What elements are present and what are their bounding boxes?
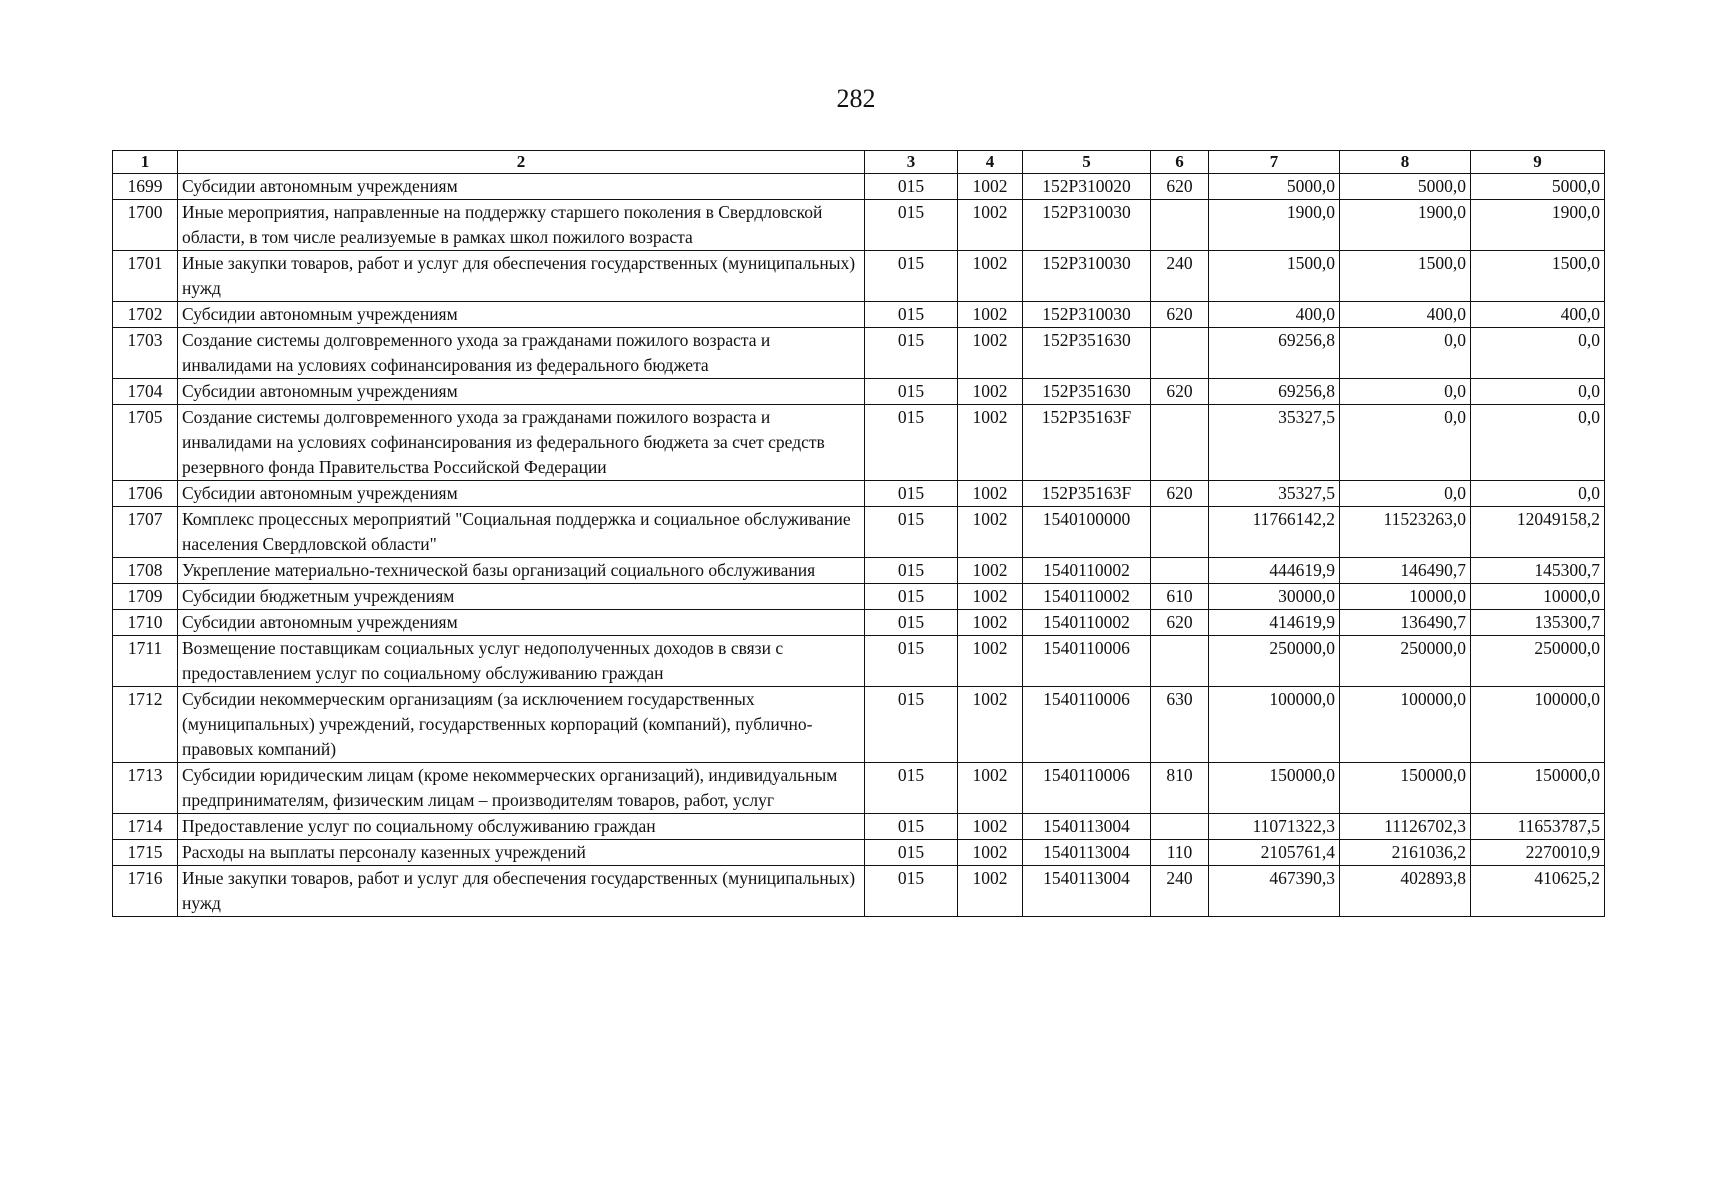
row-number: 1707: [113, 507, 178, 558]
amount-col-7: 400,0: [1209, 302, 1340, 328]
expense-name: Субсидии автономным учреждениям: [178, 610, 865, 636]
row-number: 1711: [113, 636, 178, 687]
section-code: 1002: [958, 866, 1023, 917]
expense-name: Возмещение поставщикам социальных услуг недополученных доходов в связи с предоставлением услуг по социальному обслуживанию граждан: [178, 636, 865, 687]
amount-col-8: 11126702,3: [1340, 814, 1471, 840]
expense-type-code: 240: [1151, 866, 1209, 917]
ministry-code: 015: [865, 558, 958, 584]
budget-table: [112, 150, 1605, 917]
expense-type-code: [1151, 507, 1209, 558]
amount-col-7: 250000,0: [1209, 636, 1340, 687]
table-row: [113, 840, 1605, 866]
expense-name: Создание системы долговременного ухода за гражданами пожилого возраста и инвалидами на условиях софинансирования из федерального бюджета: [178, 328, 865, 379]
section-code: 1002: [958, 251, 1023, 302]
amount-col-7: 69256,8: [1209, 379, 1340, 405]
target-article-code: 152P310020: [1023, 174, 1151, 200]
expense-type-code: 810: [1151, 763, 1209, 814]
amount-col-7: 467390,3: [1209, 866, 1340, 917]
table-row: [113, 481, 1605, 507]
amount-col-8: 2161036,2: [1340, 840, 1471, 866]
expense-type-code: 240: [1151, 251, 1209, 302]
expense-name: Субсидии некоммерческим организациям (за исключением государственных (муниципальных) учреждений, государственных корпораций (компаний), публично-правовых компаний): [178, 687, 865, 763]
amount-col-9: 2270010,9: [1471, 840, 1605, 866]
row-number: 1709: [113, 584, 178, 610]
ministry-code: 015: [865, 584, 958, 610]
expense-name: Расходы на выплаты персоналу казенных учреждений: [178, 840, 865, 866]
table-row: [113, 379, 1605, 405]
header-col-4: 4: [958, 151, 1023, 174]
amount-col-7: 444619,9: [1209, 558, 1340, 584]
section-code: 1002: [958, 610, 1023, 636]
ministry-code: 015: [865, 814, 958, 840]
expense-type-code: [1151, 814, 1209, 840]
table-row: [113, 763, 1605, 814]
target-article-code: 152P310030: [1023, 251, 1151, 302]
expense-type-code: [1151, 200, 1209, 251]
amount-col-9: 0,0: [1471, 379, 1605, 405]
section-code: 1002: [958, 558, 1023, 584]
table-row: [113, 251, 1605, 302]
header-col-2: 2: [178, 151, 865, 174]
table-row: [113, 405, 1605, 481]
target-article-code: 1540100000: [1023, 507, 1151, 558]
section-code: 1002: [958, 687, 1023, 763]
row-number: 1700: [113, 200, 178, 251]
target-article-code: 1540110006: [1023, 763, 1151, 814]
expense-name: Субсидии автономным учреждениям: [178, 481, 865, 507]
ministry-code: 015: [865, 507, 958, 558]
amount-col-7: 35327,5: [1209, 481, 1340, 507]
table-row: [113, 302, 1605, 328]
amount-col-9: 10000,0: [1471, 584, 1605, 610]
ministry-code: 015: [865, 481, 958, 507]
amount-col-9: 400,0: [1471, 302, 1605, 328]
target-article-code: 152P35163F: [1023, 405, 1151, 481]
table-row: [113, 636, 1605, 687]
amount-col-8: 10000,0: [1340, 584, 1471, 610]
ministry-code: 015: [865, 866, 958, 917]
expense-name: Иные мероприятия, направленные на поддержку старшего поколения в Свердловской области, в том числе реализуемые в рамках школ пожилого возраста: [178, 200, 865, 251]
amount-col-7: 11071322,3: [1209, 814, 1340, 840]
row-number: 1715: [113, 840, 178, 866]
section-code: 1002: [958, 481, 1023, 507]
amount-col-7: 1900,0: [1209, 200, 1340, 251]
amount-col-8: 136490,7: [1340, 610, 1471, 636]
expense-type-code: [1151, 558, 1209, 584]
expense-type-code: 620: [1151, 174, 1209, 200]
ministry-code: 015: [865, 200, 958, 251]
expense-type-code: 630: [1151, 687, 1209, 763]
row-number: 1708: [113, 558, 178, 584]
expense-name: Субсидии бюджетным учреждениям: [178, 584, 865, 610]
section-code: 1002: [958, 174, 1023, 200]
amount-col-9: 1900,0: [1471, 200, 1605, 251]
header-col-5: 5: [1023, 151, 1151, 174]
header-col-9: 9: [1471, 151, 1605, 174]
target-article-code: 1540110002: [1023, 558, 1151, 584]
table-row: [113, 328, 1605, 379]
target-article-code: 1540113004: [1023, 814, 1151, 840]
row-number: 1705: [113, 405, 178, 481]
section-code: 1002: [958, 840, 1023, 866]
header-row: [113, 151, 1605, 174]
header-col-6: 6: [1151, 151, 1209, 174]
row-number: 1704: [113, 379, 178, 405]
amount-col-9: 0,0: [1471, 328, 1605, 379]
amount-col-9: 0,0: [1471, 405, 1605, 481]
row-number: 1716: [113, 866, 178, 917]
table-row: [113, 584, 1605, 610]
amount-col-8: 250000,0: [1340, 636, 1471, 687]
row-number: 1701: [113, 251, 178, 302]
table-row: [113, 866, 1605, 917]
section-code: 1002: [958, 405, 1023, 481]
expense-name: Субсидии автономным учреждениям: [178, 379, 865, 405]
amount-col-8: 146490,7: [1340, 558, 1471, 584]
section-code: 1002: [958, 763, 1023, 814]
header-col-7: 7: [1209, 151, 1340, 174]
expense-name: Субсидии автономным учреждениям: [178, 174, 865, 200]
table-row: [113, 174, 1605, 200]
ministry-code: 015: [865, 636, 958, 687]
expense-name: Создание системы долговременного ухода за гражданами пожилого возраста и инвалидами на условиях софинансирования из федерального бюджета за счет средств резервного фонда Правительства Российской Федерации: [178, 405, 865, 481]
target-article-code: 1540110002: [1023, 584, 1151, 610]
amount-col-8: 5000,0: [1340, 174, 1471, 200]
amount-col-8: 0,0: [1340, 405, 1471, 481]
target-article-code: 1540110002: [1023, 610, 1151, 636]
table-row: [113, 558, 1605, 584]
expense-type-code: 110: [1151, 840, 1209, 866]
table-row: [113, 687, 1605, 763]
table-row: [113, 814, 1605, 840]
section-code: 1002: [958, 328, 1023, 379]
ministry-code: 015: [865, 763, 958, 814]
ministry-code: 015: [865, 405, 958, 481]
row-number: 1714: [113, 814, 178, 840]
row-number: 1699: [113, 174, 178, 200]
amount-col-7: 1500,0: [1209, 251, 1340, 302]
target-article-code: 1540110006: [1023, 636, 1151, 687]
amount-col-9: 145300,7: [1471, 558, 1605, 584]
amount-col-7: 100000,0: [1209, 687, 1340, 763]
expense-type-code: [1151, 328, 1209, 379]
amount-col-8: 1500,0: [1340, 251, 1471, 302]
amount-col-9: 12049158,2: [1471, 507, 1605, 558]
section-code: 1002: [958, 302, 1023, 328]
amount-col-9: 11653787,5: [1471, 814, 1605, 840]
ministry-code: 015: [865, 840, 958, 866]
table-body: [113, 174, 1605, 917]
amount-col-9: 410625,2: [1471, 866, 1605, 917]
amount-col-8: 402893,8: [1340, 866, 1471, 917]
target-article-code: 152P351630: [1023, 379, 1151, 405]
section-code: 1002: [958, 636, 1023, 687]
expense-type-code: 610: [1151, 584, 1209, 610]
row-number: 1703: [113, 328, 178, 379]
expense-type-code: [1151, 636, 1209, 687]
amount-col-8: 150000,0: [1340, 763, 1471, 814]
expense-type-code: 620: [1151, 481, 1209, 507]
amount-col-7: 11766142,2: [1209, 507, 1340, 558]
table-row: [113, 200, 1605, 251]
target-article-code: 152P35163F: [1023, 481, 1151, 507]
expense-type-code: 620: [1151, 302, 1209, 328]
amount-col-9: 0,0: [1471, 481, 1605, 507]
target-article-code: 1540113004: [1023, 840, 1151, 866]
ministry-code: 015: [865, 328, 958, 379]
page-number: 282: [836, 84, 876, 113]
section-code: 1002: [958, 584, 1023, 610]
expense-name: Предоставление услуг по социальному обслуживанию граждан: [178, 814, 865, 840]
expense-type-code: 620: [1151, 379, 1209, 405]
ministry-code: 015: [865, 174, 958, 200]
target-article-code: 1540113004: [1023, 866, 1151, 917]
amount-col-8: 0,0: [1340, 481, 1471, 507]
ministry-code: 015: [865, 302, 958, 328]
amount-col-8: 1900,0: [1340, 200, 1471, 251]
table-row: [113, 610, 1605, 636]
amount-col-7: 5000,0: [1209, 174, 1340, 200]
row-number: 1702: [113, 302, 178, 328]
amount-col-7: 414619,9: [1209, 610, 1340, 636]
amount-col-8: 11523263,0: [1340, 507, 1471, 558]
expense-type-code: [1151, 405, 1209, 481]
amount-col-8: 0,0: [1340, 328, 1471, 379]
target-article-code: 1540110006: [1023, 687, 1151, 763]
ministry-code: 015: [865, 610, 958, 636]
expense-name: Иные закупки товаров, работ и услуг для обеспечения государственных (муниципальных) нужд: [178, 251, 865, 302]
amount-col-8: 100000,0: [1340, 687, 1471, 763]
table-row: [113, 507, 1605, 558]
ministry-code: 015: [865, 687, 958, 763]
header-col-3: 3: [865, 151, 958, 174]
target-article-code: 152P351630: [1023, 328, 1151, 379]
expense-name: Субсидии юридическим лицам (кроме некоммерческих организаций), индивидуальным предпринимателям, физическим лицам – производителям товаров, работ, услуг: [178, 763, 865, 814]
section-code: 1002: [958, 379, 1023, 405]
amount-col-7: 30000,0: [1209, 584, 1340, 610]
ministry-code: 015: [865, 379, 958, 405]
amount-col-9: 5000,0: [1471, 174, 1605, 200]
row-number: 1713: [113, 763, 178, 814]
amount-col-9: 135300,7: [1471, 610, 1605, 636]
header-col-1: 1: [113, 151, 178, 174]
target-article-code: 152P310030: [1023, 302, 1151, 328]
row-number: 1712: [113, 687, 178, 763]
section-code: 1002: [958, 814, 1023, 840]
expense-name: Иные закупки товаров, работ и услуг для обеспечения государственных (муниципальных) нужд: [178, 866, 865, 917]
row-number: 1710: [113, 610, 178, 636]
amount-col-9: 250000,0: [1471, 636, 1605, 687]
row-number: 1706: [113, 481, 178, 507]
expense-name: Комплекс процессных мероприятий "Социальная поддержка и социальное обслуживание населения Свердловской области": [178, 507, 865, 558]
ministry-code: 015: [865, 251, 958, 302]
amount-col-9: 1500,0: [1471, 251, 1605, 302]
amount-col-9: 100000,0: [1471, 687, 1605, 763]
expense-type-code: 620: [1151, 610, 1209, 636]
amount-col-7: 69256,8: [1209, 328, 1340, 379]
section-code: 1002: [958, 507, 1023, 558]
target-article-code: 152P310030: [1023, 200, 1151, 251]
amount-col-8: 400,0: [1340, 302, 1471, 328]
expense-name: Укрепление материально-технической базы организаций социального обслуживания: [178, 558, 865, 584]
amount-col-9: 150000,0: [1471, 763, 1605, 814]
expense-name: Субсидии автономным учреждениям: [178, 302, 865, 328]
amount-col-7: 35327,5: [1209, 405, 1340, 481]
header-col-8: 8: [1340, 151, 1471, 174]
section-code: 1002: [958, 200, 1023, 251]
amount-col-8: 0,0: [1340, 379, 1471, 405]
amount-col-7: 2105761,4: [1209, 840, 1340, 866]
amount-col-7: 150000,0: [1209, 763, 1340, 814]
